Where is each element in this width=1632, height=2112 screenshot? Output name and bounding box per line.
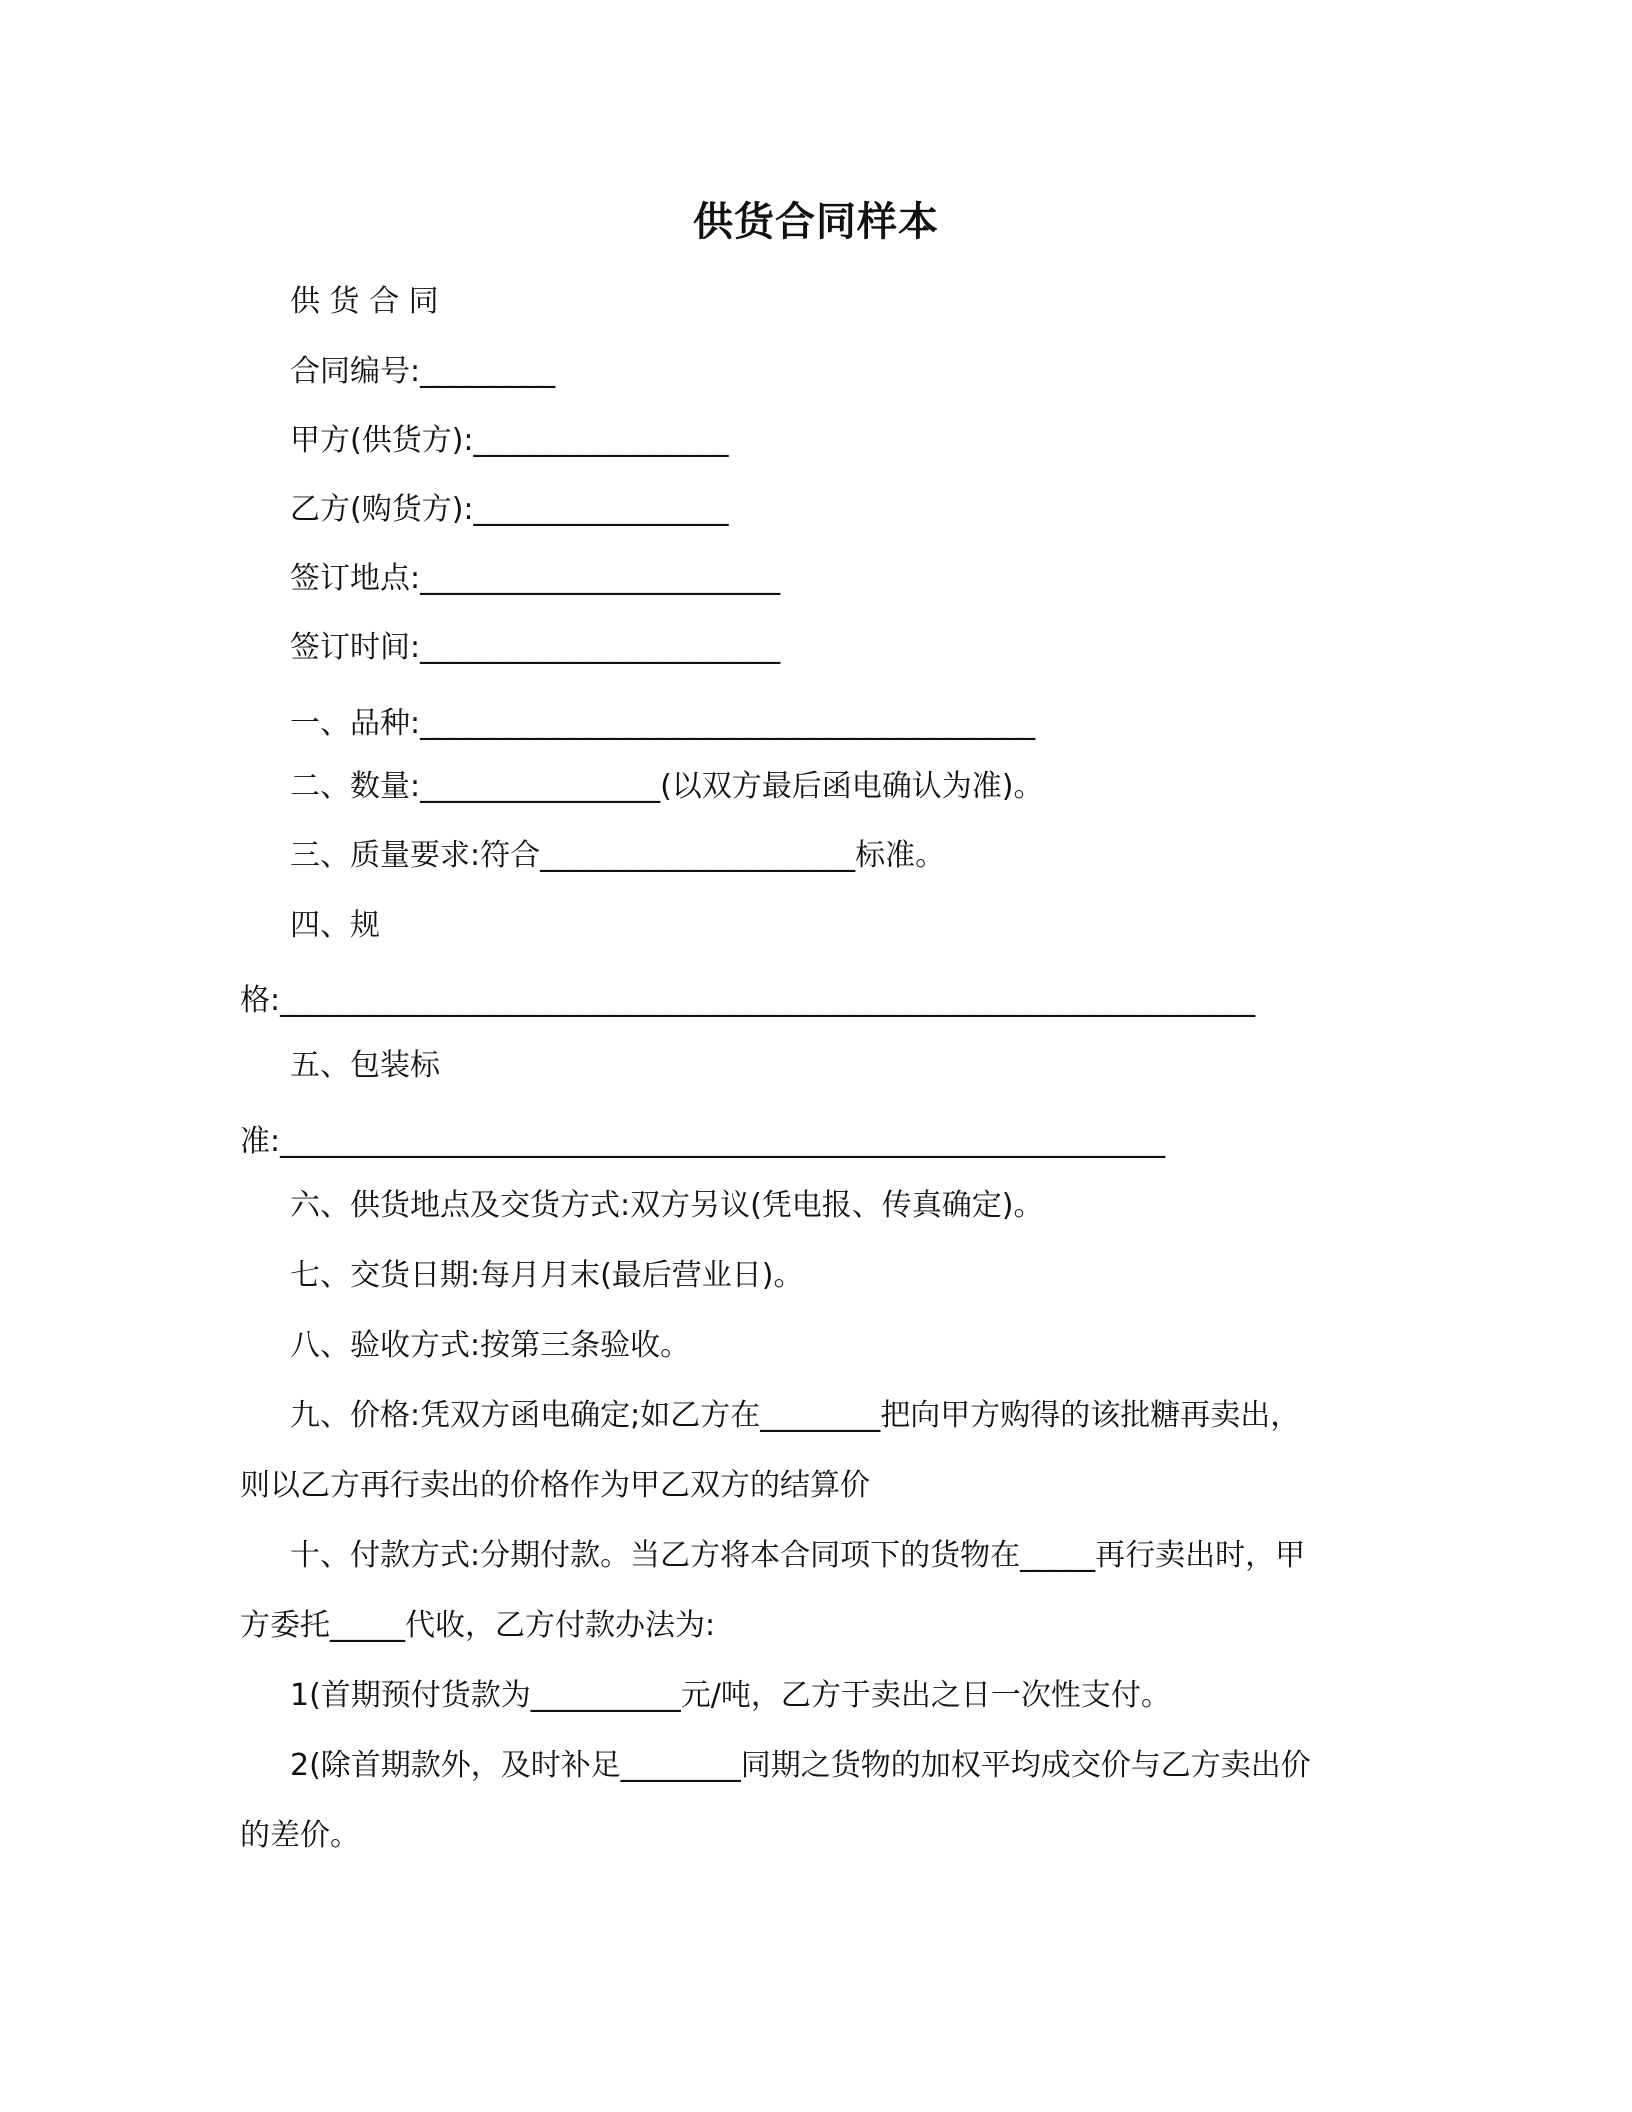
clause-4-spec-start: 四、规	[290, 908, 380, 943]
clause-9-price-cont: 则以乙方再行卖出的价格作为甲乙双方的结算价	[240, 1468, 870, 1503]
clause-1-variety: 一、品种:_________________________________________	[290, 706, 1036, 741]
clause-3-quality: 三、质量要求:符合_____________________标准。	[290, 838, 946, 873]
signing-time-line: 签订时间:________________________	[290, 630, 781, 665]
document-title: 供货合同样本	[693, 199, 939, 245]
contract-number-line: 合同编号:_________	[290, 354, 556, 389]
clause-6-delivery-place: 六、供货地点及交货方式:双方另议(凭电报、传真确定)。	[290, 1188, 1044, 1223]
signing-place-line: 签订地点:________________________	[290, 561, 781, 596]
clause-5-packing-start: 五、包装标	[290, 1048, 440, 1083]
clause-10-payment: 十、付款方式:分期付款。当乙方将本合同项下的货物在_____再行卖出时，甲	[290, 1538, 1306, 1573]
payment-item-2: 2(除首期款外，及时补足________同期之货物的加权平均成交价与乙方卖出价	[290, 1748, 1311, 1783]
clause-4-spec-end: 格:_________________________________________________________________	[240, 983, 1256, 1018]
payment-item-2-cont: 的差价。	[240, 1818, 360, 1853]
clause-2-quantity: 二、数量:________________(以双方最后函电确认为准)。	[290, 769, 1044, 804]
clause-5-packing-end: 准:___________________________________________________________	[240, 1124, 1166, 1159]
party-a-line: 甲方(供货方):_________________	[290, 423, 729, 458]
clause-7-delivery-date: 七、交货日期:每月月末(最后营业日)。	[290, 1258, 804, 1293]
clause-9-price: 九、价格:凭双方函电确定;如乙方在________把向甲方购得的该批糖再卖出，	[290, 1398, 1301, 1433]
clause-10-payment-cont: 方委托_____代收，乙方付款办法为:	[240, 1608, 716, 1643]
payment-item-1: 1(首期预付货款为__________元/吨，乙方于卖出之日一次性支付。	[290, 1678, 1171, 1713]
contract-heading: 供 货 合 同	[290, 284, 439, 319]
party-b-line: 乙方(购货方):_________________	[290, 492, 729, 527]
clause-8-acceptance: 八、验收方式:按第三条验收。	[290, 1328, 691, 1363]
